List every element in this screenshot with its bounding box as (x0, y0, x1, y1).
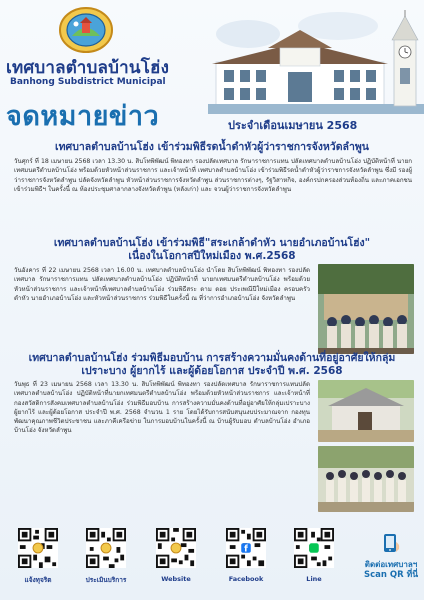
article-3-title-line-1: เทศบาลตำบลบ้านโฮ่ง ร่วมพิธีมอบบ้าน การสร้างความมั่นคงด้านที่อยู่อาศัยให้กลุ่ม (28, 352, 396, 364)
article-3-photo-bottom-image (318, 446, 414, 512)
qr-label: แจ้งทุจริต (24, 576, 52, 584)
svg-text:f: f (244, 544, 248, 555)
scan-hand-icon (380, 532, 402, 554)
article-3-photo-bottom (318, 446, 414, 512)
qr-line[interactable] (288, 528, 340, 583)
article-1-title (0, 141, 424, 154)
article-2-title-line-2: เนื่องในโอกาสปีใหม่เมือง พ.ศ.2568 (128, 250, 296, 262)
qr-code-icon (156, 528, 196, 568)
header (0, 0, 424, 140)
contact-text: ติดต่อเทศบาลฯ (364, 560, 418, 569)
scan-qr-text: Scan QR ที่นี่ (363, 570, 419, 580)
qr-service-evaluation[interactable] (80, 528, 132, 585)
qr-label: Website (161, 575, 191, 583)
municipal-seal-icon (58, 6, 114, 54)
article-3-body: วันพุธ ที่ 23 เมษายน 2568 เวลา 13.30 น. สิบโทพิพัฒน์ พิทองทา รองปลัดเทศบาล รักษาราชการแทนปลัดเทศบาลตำบลบ้านโฮ่ง ปฏิบัติหน้าที่นายกเทศมนตรีตำบลบ้านโฮ่ง พร้อมด้วยหัวหน้าส่วนราชการ และเจ้าหน้าที่ กองสวัสดิการสังคมเทศบาลตำบลบ้านโฮ่ง ร่วมพิธีมอบบ้าน การสร้างความมั่นคงด้านที่อยู่อาศัยให้กลุ่มเปราะบาง ผู้ยากไร้ และผู้ด้อยโอกาส ประจำปี พ.ศ. 2568 จำนวน 1 ราย โดยได้รับการสนับสนุนงบประมาณจาก กองทุนพัฒนาคุณภาพชีวิตประชาชน และภาคีเครือข่าย ในการมอบบ้านในครั้งนี้ ณ บ้านผู้รับมอบ ตำบลบ้านโฮ่ง อำเภอบ้านโฮ่ง จังหวัดลำพูน (14, 381, 310, 435)
contact-callout (362, 532, 420, 581)
qr-label: Facebook (228, 575, 264, 583)
article-3-photo-top-image (318, 380, 414, 442)
qr-label: Line (306, 575, 322, 583)
qr-code-icon (86, 528, 126, 568)
qr-code-icon (18, 528, 58, 568)
article-1-body: วันศุกร์ ที่ 18 เมษายน 2568 เวลา 13.30 น. สิบโทพิพัฒน์ พิทองทา รองปลัดเทศบาล รักษาราชการแทน ปลัดเทศบาลตำบลบ้านโฮ่ง ปฏิบัติหน้าที่ นายกเทศมนตรีตำบลบ้านโฮ่ง พร้อมด้วยหัวหน้าส่วนราชการ และเจ้าหน้าที่ เทศบาลตำบลบ้านโฮ่ง เข้าร่วมพิธีรดน้ำดำหัวผู้ว่าราชการจังหวัดลำพูน ซึ่งมี รองผู้ว่าราชการจังหวัดลำพูน ปลัดจังหวัดลำพูน หัวหน้าส่วนราชการจังหวัดลำพูน ส่วนราชการต่างๆ, รัฐวิสาหกิจ, องค์กรปกครองส่วนท้องถิ่น และภาคเอกชน เข้าร่วมพิธีฯ ในครั้งนี้ ณ ห้องประชุมศาลากลางจังหวัดลำพูน (หลังเก่า) และ จวนผู้ว่าราชการจังหวัดลำพูน (14, 158, 412, 193)
article-3-photo-top (318, 380, 414, 442)
article-2-title (0, 237, 424, 263)
article-3-title-line-2: เปราะบาง ผู้ยากไร้ และผู้ด้อยโอกาส ประจำปี พ.ศ. 2568 (81, 365, 343, 377)
article-3-title (0, 352, 424, 378)
qr-code-icon (294, 528, 334, 568)
article-1-title-line-1: เทศบาลตำบลบ้านโฮ่ง เข้าร่วมพิธีรดน้ำดำหัวผู้ว่าราชการจังหวัดลำพูน (55, 141, 369, 153)
article-2-photo-image (318, 264, 414, 354)
newsletter-title: จดหมายข่าว (6, 101, 160, 132)
qr-report-corruption[interactable] (12, 528, 64, 585)
qr-facebook[interactable] (220, 528, 272, 583)
qr-label: ประเมินบริการ (85, 576, 127, 584)
org-name-thai: เทศบาลตำบลบ้านโฮ่ง (6, 58, 170, 78)
issue-label: ประจำเดือนเมษายน 2568 (228, 119, 358, 132)
qr-website[interactable] (150, 528, 202, 583)
article-2-body: วันอังคาร ที่ 22 เมษายน 2568 เวลา 16.00 น. เทศบาลตำบลบ้านโฮ่ง นำโดย สิบโทพิพัฒน์ พิทองทา รองปลัดเทศบาล รักษาราชการแทน ปลัดเทศบาลตำบลบ้านโฮ่ง ปฏิบัติหน้าที่ นายกเทศมนตรีตำบลบ้านโฮ่ง พร้อมด้วยหัวหน้าส่วนราชการ และเจ้าหน้าที่เทศบาลตำบลบ้านโฮ่ง ร่วมพิธีสระ ดาม ดอย ประเพณีปีใหม่เมือง ครอบครัวดำหัว นายอำเภอบ้านโฮ่ง และหัวหน้าส่วนราชการ ร่วมพิธีในครั้งนี้ ณ ที่ว่าการอำเภอบ้านโฮ่ง จังหวัดลำพูน (14, 267, 310, 302)
article-2-title-line-1: เทศบาลตำบลบ้านโฮ่ง เข้าร่วมพิธี"สระเกล้าดำหัว นายอำเภอบ้านโฮ่ง" (53, 237, 371, 249)
qr-code-icon (226, 528, 266, 568)
article-2-photo (318, 264, 414, 354)
municipal-building-illustration (208, 8, 424, 114)
org-name-english: Banhong Subdistrict Municipal (10, 77, 166, 87)
